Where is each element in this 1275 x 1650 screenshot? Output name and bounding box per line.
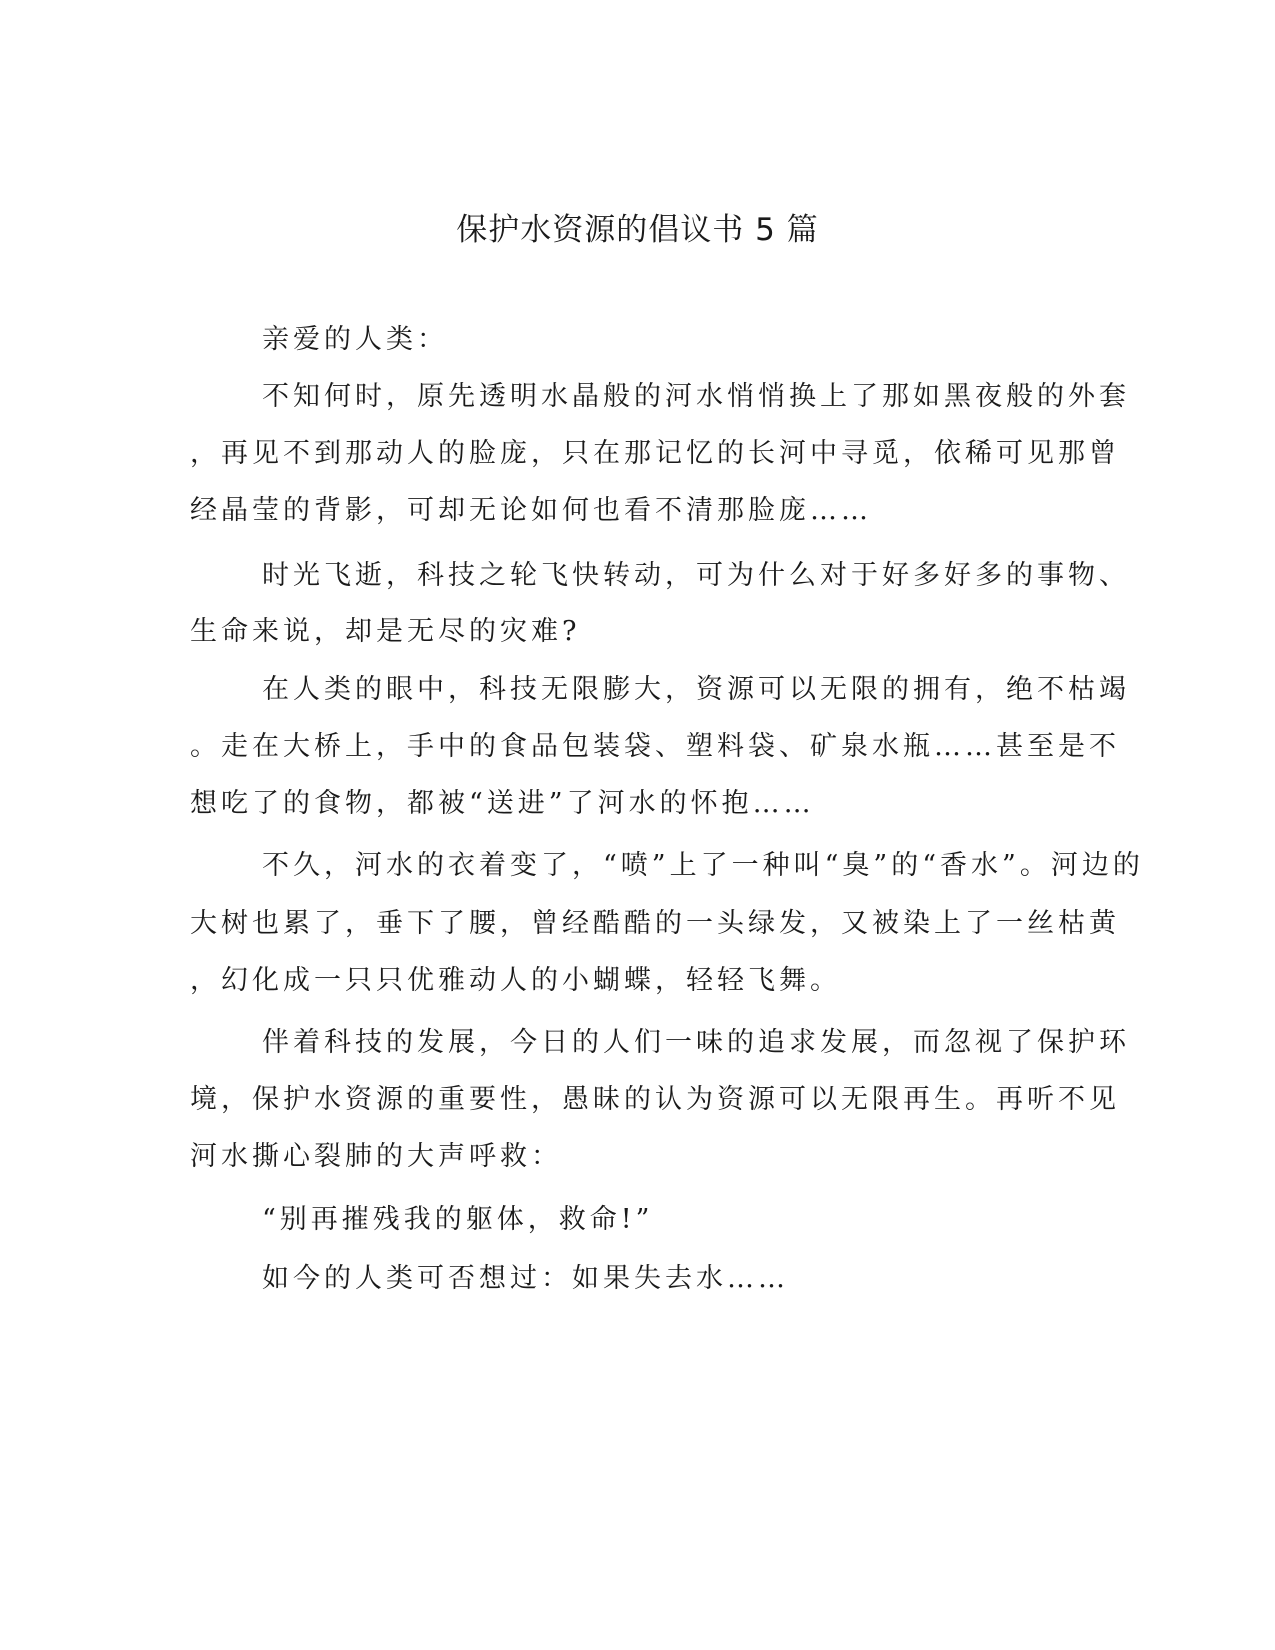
paragraph-line: 境，保护水资源的重要性，愚昧的认为资源可以无限再生。再听不见: [190, 1084, 1120, 1115]
paragraph-line: 河水撕心裂肺的大声呼救：: [190, 1141, 562, 1172]
paragraph-line: 想吃了的食物，都被“送进”了河水的怀抱……: [190, 788, 815, 819]
paragraph-line: 时光飞逝，科技之轮飞快转动，可为什么对于好多好多的事物、: [262, 560, 1130, 591]
paragraph-line: ，幻化成一只只优雅动人的小蝴蝶，轻轻飞舞。: [190, 965, 841, 996]
quote-line: “别再摧残我的躯体，救命!”: [262, 1204, 654, 1235]
paragraph-line: 经晶莹的背影，可却无论如何也看不清那脸庞……: [190, 495, 872, 526]
paragraph-line: 。走在大桥上，手中的食品包装袋、塑料袋、矿泉水瓶……甚至是不: [190, 731, 1120, 762]
paragraph-line: 不知何时，原先透明水晶般的河水悄悄换上了那如黑夜般的外套: [262, 381, 1130, 412]
salutation-line: 亲爱的人类：: [262, 324, 448, 355]
paragraph-line: 大树也累了，垂下了腰，曾经酷酷的一头绿发，又被染上了一丝枯黄: [190, 908, 1120, 939]
paragraph-line: ，再见不到那动人的脸庞，只在那记忆的长河中寻觅，依稀可见那曾: [190, 438, 1120, 469]
document-title: 保护水资源的倡议书 5 篇: [456, 212, 819, 248]
paragraph-line: 生命来说，却是无尽的灾难?: [190, 616, 581, 647]
paragraph-line: 如今的人类可否想过：如果失去水……: [262, 1263, 789, 1294]
paragraph-line: 在人类的眼中，科技无限膨大，资源可以无限的拥有，绝不枯竭: [262, 674, 1130, 705]
paragraph-line: 伴着科技的发展，今日的人们一味的追求发展，而忽视了保护环: [262, 1027, 1130, 1058]
paragraph-line: 不久，河水的衣着变了，“喷”上了一种叫“臭”的“香水”。河边的: [262, 850, 1144, 881]
